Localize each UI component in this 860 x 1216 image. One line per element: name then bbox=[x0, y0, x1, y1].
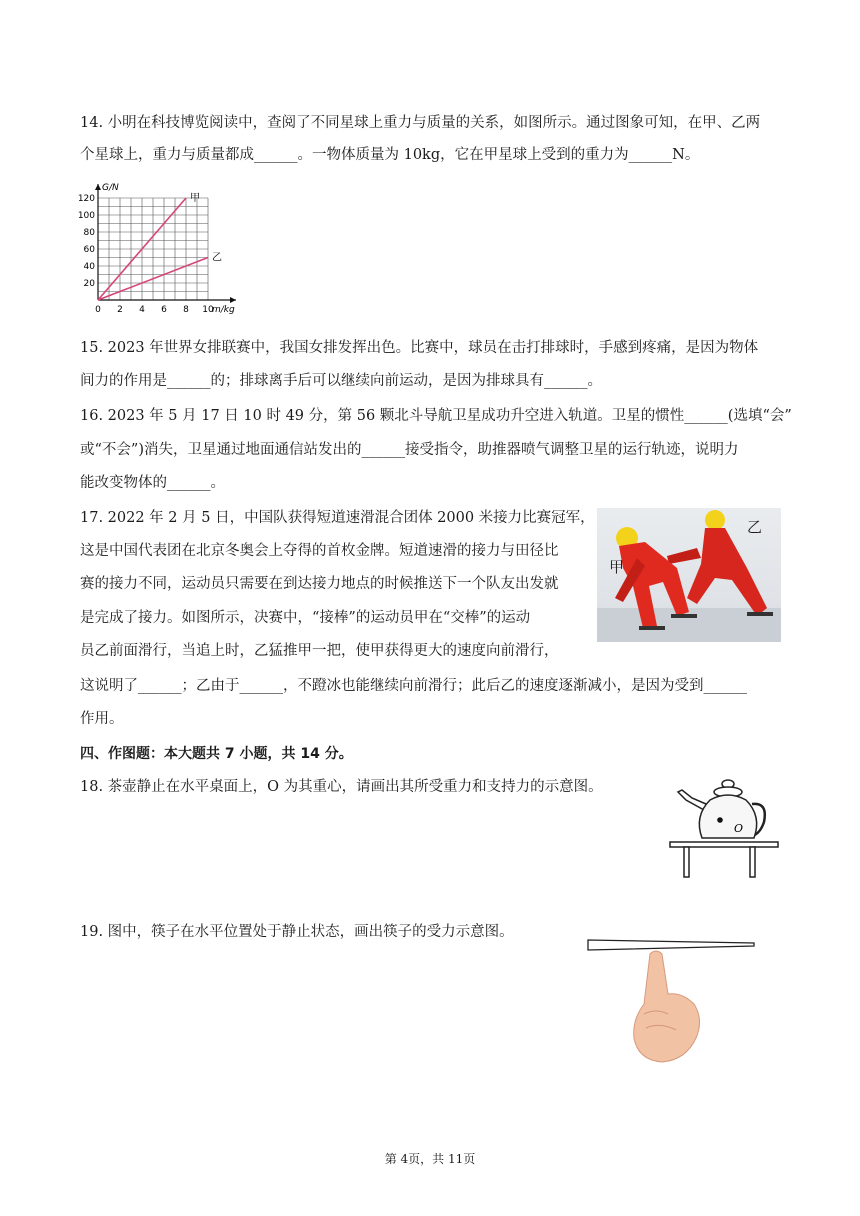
q16-line-3: 能改变物体的______。 bbox=[80, 475, 225, 491]
y-tick-label: 100 bbox=[78, 211, 95, 221]
photo-label-jia: 甲 bbox=[609, 558, 625, 576]
y-tick-label: 40 bbox=[83, 262, 95, 272]
x-tick-label: 10 bbox=[202, 305, 214, 315]
y-tick-label: 60 bbox=[83, 245, 95, 255]
speed-skating-photo bbox=[597, 508, 781, 642]
x-tick-label: 8 bbox=[183, 305, 189, 315]
chopstick-on-finger-figure bbox=[586, 934, 758, 1066]
q15-line-2: 间力的作用是______的；排球离手后可以继续向前运动，是因为排球具有______。 bbox=[80, 373, 602, 389]
q17-line-2: 这是中国代表团在北京冬奥会上夺得的首枚金牌。短道速滑的接力与田径比 bbox=[80, 543, 559, 559]
y-axis-label: G/N bbox=[102, 183, 119, 193]
q17-line-6: 这说明了______；乙由于______，不蹬冰也能继续向前滑行；此后乙的速度逐渐减小，是因为受到______ bbox=[80, 678, 747, 694]
x-axis-label: m/kg bbox=[212, 305, 235, 315]
q14-line-2: 个星球上，重力与质量都成______。一物体质量为 10kg，它在甲星球上受到的重力为______N。 bbox=[80, 147, 700, 163]
page-footer: 第 4页，共 11页 bbox=[384, 1152, 476, 1166]
q15-line-1: 15. 2023 年世界女排联赛中，我国女排发挥出色。比赛中，球员在击打排球时，手感到疼痛，是因为物体 bbox=[80, 340, 759, 356]
q17-line-1: 17. 2022 年 2 月 5 日，中国队获得短道速滑混合团体 2000 米接力比赛冠军， bbox=[80, 510, 595, 526]
y-tick-label: 80 bbox=[83, 228, 95, 238]
center-of-gravity-label: O bbox=[734, 822, 744, 835]
x-tick-label: 6 bbox=[161, 305, 167, 315]
teapot-on-table-figure bbox=[668, 776, 782, 884]
y-tick-label: 20 bbox=[83, 279, 95, 289]
x-tick-label: 4 bbox=[139, 305, 145, 315]
q16-line-1: 16. 2023 年 5 月 17 日 10 时 49 分，第 56 颗北斗导航卫星成功升空进入轨道。卫星的惯性______(选填“会” bbox=[80, 408, 792, 424]
photo-label-yi: 乙 bbox=[747, 518, 763, 536]
x-tick-label: 2 bbox=[117, 305, 123, 315]
series-label: 乙 bbox=[212, 252, 222, 264]
x-axis-arrow bbox=[230, 297, 236, 303]
y-tick-label: 120 bbox=[78, 194, 95, 204]
gravity-mass-chart bbox=[78, 180, 258, 320]
q16-line-2: 或“不会”)消失，卫星通过地面通信站发出的______接受指令，助推器喷气调整卫星的运行轨迹，说明力 bbox=[80, 442, 739, 458]
q17-line-5: 员乙前面滑行，当追上时，乙猛推甲一把，使甲获得更大的速度向前滑行， bbox=[80, 643, 559, 659]
series-label: 甲 bbox=[190, 193, 200, 204]
x-tick-label: 0 bbox=[95, 305, 101, 315]
q17-line-4: 是完成了接力。如图所示，决赛中，“接棒”的运动员甲在“交棒”的运动 bbox=[80, 610, 531, 626]
q17-line-7: 作用。 bbox=[80, 711, 124, 727]
q14-line-1: 14. 小明在科技博览阅读中，查阅了不同星球上重力与质量的关系，如图所示。通过图象可知，在甲、乙两 bbox=[80, 115, 761, 131]
q19-text: 19. 图中，筷子在水平位置处于静止状态，画出筷子的受力示意图。 bbox=[80, 924, 514, 940]
section-4-heading: 四、作图题：本大题共 7 小题，共 14 分。 bbox=[80, 746, 353, 762]
q18-text: 18. 茶壶静止在水平桌面上，O 为其重心，请画出其所受重力和支持力的示意图。 bbox=[80, 779, 603, 795]
q17-line-3: 赛的接力不同，运动员只需要在到达接力地点的时候推送下一个队友出发就 bbox=[80, 576, 559, 592]
y-axis-arrow bbox=[95, 184, 101, 190]
